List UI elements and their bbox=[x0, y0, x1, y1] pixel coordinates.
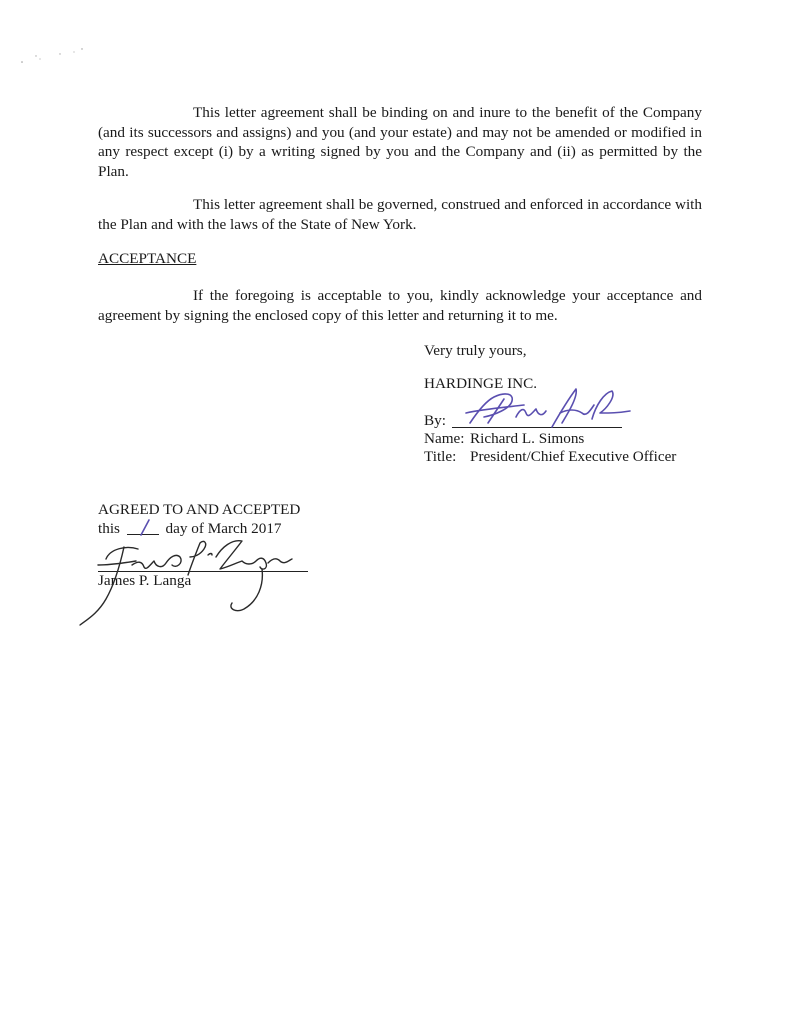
day-suffix: day of March 2017 bbox=[165, 520, 282, 537]
day-blank bbox=[127, 520, 159, 535]
simons-signature bbox=[464, 383, 634, 435]
signer-title-value: President/Chief Executive Officer bbox=[470, 448, 677, 465]
acceptance-paragraph: If the foregoing is acceptable to you, kindly acknowledge your acceptance and agreement by signing the enclosed copy of this letter and returning it to me. bbox=[98, 287, 702, 324]
name-row bbox=[424, 429, 584, 448]
binding-paragraph: This letter agreement shall be binding on and inure to the benefit of the Company (and its successors and assigns) and you (and your estate) and may not be amended or modified in any respect except (i) by a writing signed by you and the Company and (ii) as permitted by the Plan. bbox=[98, 104, 702, 180]
signer-name-value: Richard L. Simons bbox=[470, 430, 585, 447]
closing-text: Very truly yours, bbox=[424, 342, 527, 359]
acceptance-heading: ACCEPTANCE bbox=[98, 250, 197, 267]
governing-law-paragraph: This letter agreement shall be governed, construed and enforced in accordance with the Plan and with the laws of the State of New York. bbox=[98, 196, 702, 233]
by-label: By: bbox=[424, 412, 446, 429]
langa-signature bbox=[76, 535, 306, 630]
accepting-signer-name: James P. Langa bbox=[98, 572, 192, 589]
this-prefix: this bbox=[98, 520, 120, 537]
title-row bbox=[424, 447, 676, 466]
by-row bbox=[424, 411, 454, 430]
name-label: Name: bbox=[424, 430, 465, 447]
company-name: HARDINGE INC. bbox=[424, 375, 538, 392]
scan-artifact-specks bbox=[18, 40, 98, 70]
handwritten-day-mark bbox=[137, 517, 153, 537]
title-label: Title: bbox=[424, 448, 457, 465]
agreed-text: AGREED TO AND ACCEPTED bbox=[98, 501, 301, 518]
